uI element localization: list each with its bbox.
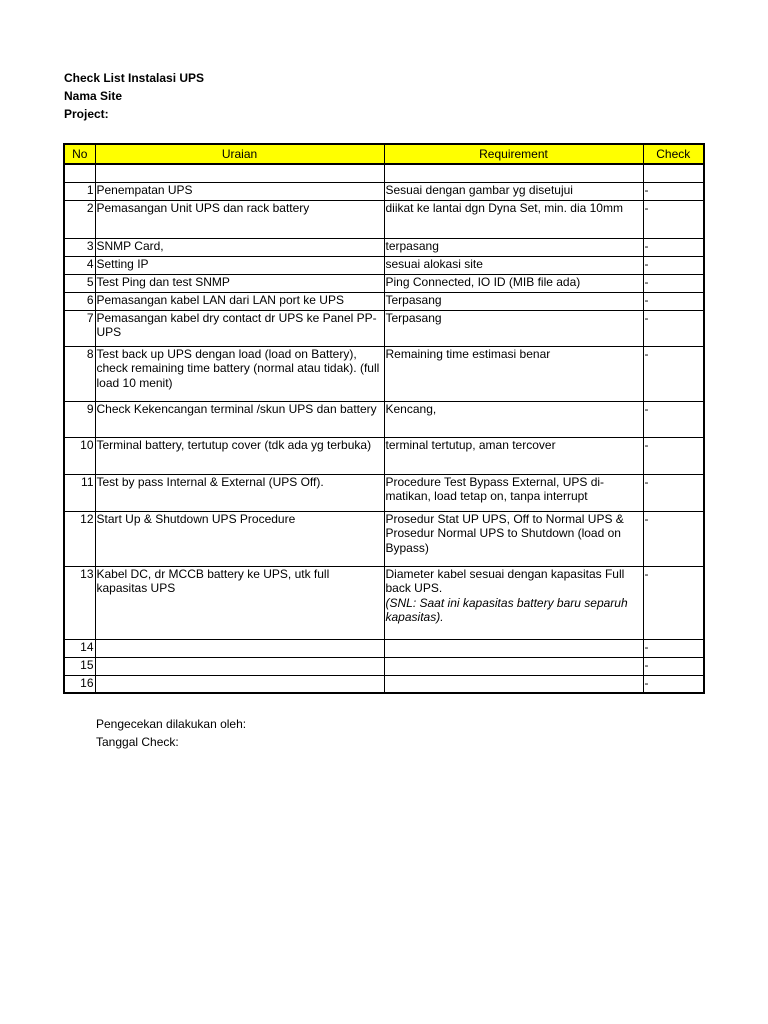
row-uraian: Terminal battery, tertutup cover (tdk ada yg terbuka) (95, 437, 384, 474)
requirement-text: Kencang, (385, 401, 437, 416)
row-check: - (643, 639, 704, 657)
row-requirement (384, 164, 643, 182)
row-check: - (643, 657, 704, 675)
row-check: - (643, 675, 704, 693)
row-number: 8 (64, 346, 95, 401)
requirement-text: Sesuai dengan gambar yg disetujui (385, 182, 573, 197)
table-row (64, 274, 704, 292)
row-requirement (384, 675, 643, 693)
row-check: - (643, 474, 704, 511)
site-name-label: Nama Site (64, 89, 123, 103)
row-number: 12 (64, 511, 95, 566)
checklist-body (64, 164, 704, 693)
row-check: - (643, 566, 704, 639)
table-row (64, 182, 704, 200)
document-footer (96, 715, 246, 751)
document-title: Check List Instalasi UPS (64, 71, 205, 85)
table-row (64, 437, 704, 474)
row-check: - (643, 437, 704, 474)
row-uraian: Setting IP (95, 256, 384, 274)
requirement-text: sesuai alokasi site (385, 256, 483, 271)
requirement-text: Diameter kabel sesuai dengan kapasitas Full back UPS. (385, 566, 625, 595)
row-number (64, 164, 95, 182)
row-uraian (95, 657, 384, 675)
table-row (64, 164, 704, 182)
row-number: 10 (64, 437, 95, 474)
row-uraian: Pemasangan kabel dry contact dr UPS ke Panel PP-UPS (95, 310, 384, 346)
table-row (64, 200, 704, 238)
table-row (64, 256, 704, 274)
requirement-text: terminal tertutup, aman tercover (385, 437, 556, 452)
table-row (64, 310, 704, 346)
row-check: - (643, 274, 704, 292)
requirement-text: terpasang (385, 238, 439, 253)
requirement-note: (SNL: Saat ini kapasitas battery baru separuh kapasitas). (385, 595, 628, 624)
column-header-requirement: Requirement (384, 144, 643, 164)
row-check: - (643, 346, 704, 401)
row-number: 7 (64, 310, 95, 346)
row-requirement (384, 474, 643, 511)
row-check: - (643, 310, 704, 346)
table-row (64, 657, 704, 675)
row-check: - (643, 256, 704, 274)
checked-by-label: Pengecekan dilakukan oleh: (96, 717, 247, 731)
table-row (64, 292, 704, 310)
row-check: - (643, 200, 704, 238)
requirement-text: Terpasang (385, 310, 442, 325)
row-number: 6 (64, 292, 95, 310)
document-header (64, 69, 204, 123)
row-check: - (643, 238, 704, 256)
row-uraian: Test by pass Internal & External (UPS Off). (95, 474, 384, 511)
row-requirement (384, 292, 643, 310)
row-requirement (384, 238, 643, 256)
row-check: - (643, 182, 704, 200)
row-number: 2 (64, 200, 95, 238)
check-date-label: Tanggal Check: (96, 735, 179, 749)
row-uraian (95, 675, 384, 693)
table-row (64, 474, 704, 511)
column-header-uraian: Uraian (95, 144, 384, 164)
row-requirement (384, 200, 643, 238)
row-uraian: Pemasangan Unit UPS dan rack battery (95, 200, 384, 238)
row-uraian: SNMP Card, (95, 238, 384, 256)
row-check: - (643, 401, 704, 437)
table-row (64, 566, 704, 639)
row-requirement (384, 401, 643, 437)
row-requirement (384, 657, 643, 675)
row-requirement (384, 566, 643, 639)
requirement-text: Prosedur Stat UP UPS, Off to Normal UPS & Prosedur Normal UPS to Shutdown (load on Bypass) (385, 511, 624, 555)
row-requirement (384, 310, 643, 346)
row-number: 3 (64, 238, 95, 256)
table-header-row (64, 144, 704, 164)
row-uraian: Test back up UPS dengan load (load on Battery), check remaining time battery (normal atau tidak). (full load 10 menit) (95, 346, 384, 401)
row-uraian: Check Kekencangan terminal /skun UPS dan battery (95, 401, 384, 437)
row-requirement (384, 182, 643, 200)
row-number: 5 (64, 274, 95, 292)
row-check: - (643, 292, 704, 310)
row-uraian (95, 639, 384, 657)
row-number: 9 (64, 401, 95, 437)
requirement-text: Remaining time estimasi benar (385, 346, 551, 361)
row-number: 4 (64, 256, 95, 274)
row-number: 11 (64, 474, 95, 511)
row-uraian (95, 164, 384, 182)
table-row (64, 675, 704, 693)
row-requirement (384, 346, 643, 401)
row-number: 1 (64, 182, 95, 200)
checklist-table (63, 143, 705, 694)
column-header-check: Check (643, 144, 704, 164)
table-row (64, 346, 704, 401)
row-check (643, 164, 704, 182)
table-row (64, 639, 704, 657)
row-uraian: Test Ping dan test SNMP (95, 274, 384, 292)
table-row (64, 401, 704, 437)
row-requirement (384, 274, 643, 292)
requirement-text: Procedure Test Bypass External, UPS di-matikan, load tetap on, tanpa interrupt (385, 474, 605, 503)
requirement-text: diikat ke lantai dgn Dyna Set, min. dia 10mm (385, 200, 623, 215)
table-row (64, 511, 704, 566)
column-header-no: No (64, 144, 95, 164)
row-number: 13 (64, 566, 95, 639)
row-requirement (384, 256, 643, 274)
requirement-text: Ping Connected, IO ID (MIB file ada) (385, 274, 581, 289)
row-requirement (384, 437, 643, 474)
row-uraian: Start Up & Shutdown UPS Procedure (95, 511, 384, 566)
row-number: 14 (64, 639, 95, 657)
row-requirement (384, 511, 643, 566)
row-uraian: Pemasangan kabel LAN dari LAN port ke UPS (95, 292, 384, 310)
row-check: - (643, 511, 704, 566)
requirement-text: Terpasang (385, 292, 442, 307)
project-label: Project: (64, 107, 109, 121)
table-row (64, 238, 704, 256)
row-number: 16 (64, 675, 95, 693)
row-uraian: Kabel DC, dr MCCB battery ke UPS, utk full kapasitas UPS (95, 566, 384, 639)
row-number: 15 (64, 657, 95, 675)
row-uraian: Penempatan UPS (95, 182, 384, 200)
row-requirement (384, 639, 643, 657)
